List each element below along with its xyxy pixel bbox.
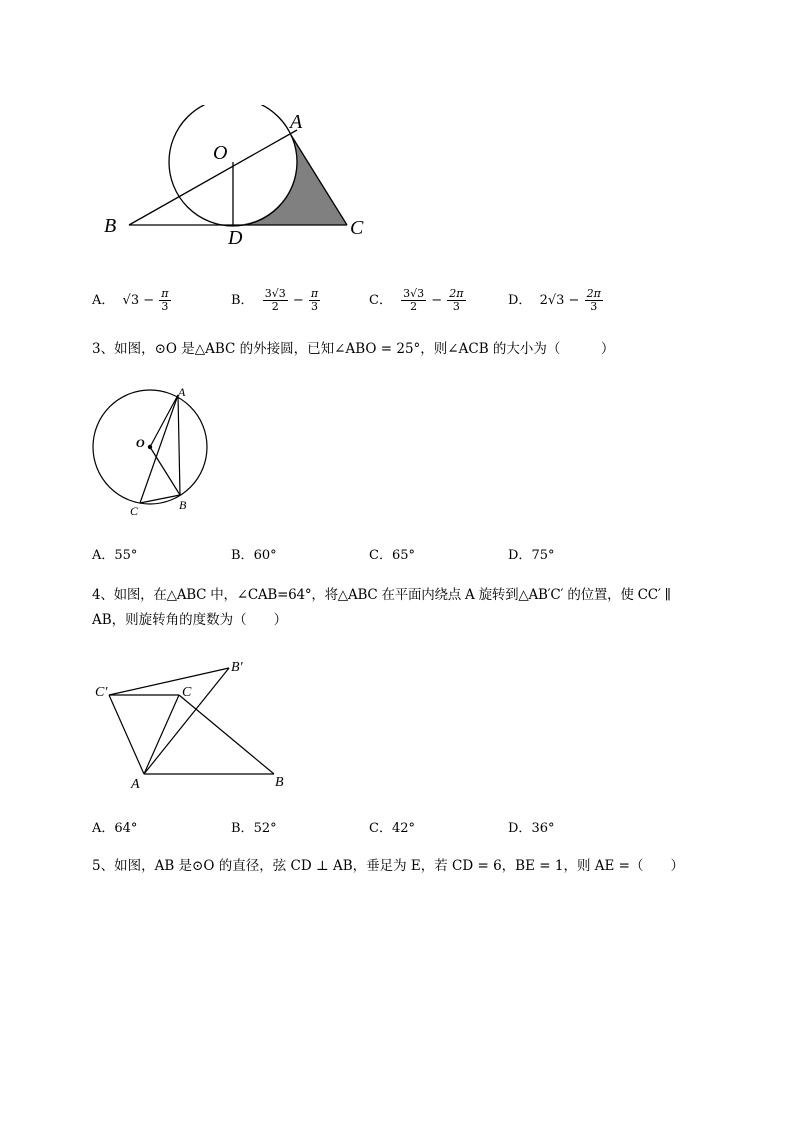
option-operator: − [431, 293, 443, 308]
q3-option-c[interactable] [369, 544, 415, 563]
q3-option-d[interactable] [508, 544, 554, 563]
segment-ob [150, 447, 180, 495]
q5-stem: 5、如图，AB 是⊙O 的直径，弦 CD ⊥ AB，垂足为 E，若 CD = 6，BE = 1，则 AE =（ ） [92, 858, 684, 874]
label-b: B [179, 498, 187, 512]
q4-stem-line1: 4、如图，在△ABC 中，∠CAB=64°，将△ABC 在平面内绕点 A 旋转到△AB′C′ 的位置，使 CC′ ∥ [92, 587, 671, 603]
option-operator: − [292, 293, 304, 308]
q3-stem: 3、如图，⊙O 是△ABC 的外接圆，已知∠ABO = 25°，则∠ACB 的大小为（ ） [92, 341, 615, 357]
q4-figure [92, 655, 292, 790]
q2-option-b[interactable] [231, 288, 321, 313]
label-o: O [213, 142, 228, 164]
q2-figure [95, 105, 385, 250]
option-fraction: $\frac{\pi}{3}$ [161, 287, 169, 313]
option-label: D． [508, 821, 532, 836]
option-text: 64° [114, 821, 138, 836]
q4-stem-line2: AB，则旋转角的度数为（ ） [92, 612, 288, 628]
label-b: B [104, 215, 117, 237]
option-fraction: $\frac{2\pi}{3}$ [586, 287, 601, 313]
q3-figure [88, 382, 218, 522]
option-text: 75° [531, 548, 555, 563]
q4-option-a[interactable] [92, 817, 137, 836]
label-a: A [131, 777, 140, 790]
option-operator: − [143, 293, 155, 308]
option-text: 65° [391, 548, 415, 563]
q4-option-b[interactable] [231, 817, 277, 836]
option-term: √3 [122, 293, 140, 308]
label-b: B [275, 775, 284, 790]
segment-cprime-a [109, 695, 144, 774]
option-label: C． [369, 293, 392, 308]
segment-ac [144, 695, 179, 774]
label-c: C [350, 217, 364, 239]
q2-option-c[interactable] [369, 288, 467, 313]
segment-cb [179, 695, 274, 774]
label-c: C [130, 504, 139, 518]
option-label: B． [231, 293, 254, 308]
segment-oa [150, 395, 178, 447]
option-label: D． [508, 293, 532, 308]
option-label: C． [369, 548, 392, 563]
option-label: A． [92, 821, 115, 836]
label-a: A [290, 111, 303, 133]
option-text: 42° [391, 821, 415, 836]
shaded-region [233, 135, 347, 225]
option-label: A． [92, 293, 115, 308]
q2-option-d[interactable] [508, 288, 604, 313]
segment-ab [178, 395, 180, 495]
center-point [148, 445, 152, 449]
option-operator: − [568, 293, 580, 308]
option-label: A． [92, 548, 115, 563]
label-c: C [182, 685, 192, 700]
option-label: B． [231, 548, 254, 563]
segment-ca [140, 395, 178, 503]
q3-option-b[interactable] [231, 544, 277, 563]
option-label: B． [231, 821, 254, 836]
option-fraction-1: $\frac{3√3}{2}$ [264, 287, 286, 313]
label-o: O [136, 436, 145, 450]
option-text: 52° [253, 821, 277, 836]
option-label: D． [508, 548, 532, 563]
option-fraction-2: $\frac{\pi}{3}$ [310, 287, 319, 313]
label-c-prime: C′ [95, 685, 108, 700]
label-a: A [178, 385, 186, 399]
option-text: 60° [253, 548, 277, 563]
option-fraction-1: $\frac{3√3}{2}$ [403, 287, 425, 313]
option-label: C． [369, 821, 392, 836]
label-b-prime: B′ [231, 660, 243, 675]
option-term: 2√3 [539, 293, 565, 308]
label-d: D [228, 227, 243, 249]
q3-option-a[interactable] [92, 544, 137, 563]
option-text: 55° [114, 548, 138, 563]
option-fraction-2: $\frac{2\pi}{3}$ [449, 287, 464, 313]
q4-option-c[interactable] [369, 817, 415, 836]
q2-option-a[interactable] [92, 288, 172, 313]
q4-option-d[interactable] [508, 817, 554, 836]
option-text: 36° [531, 821, 555, 836]
